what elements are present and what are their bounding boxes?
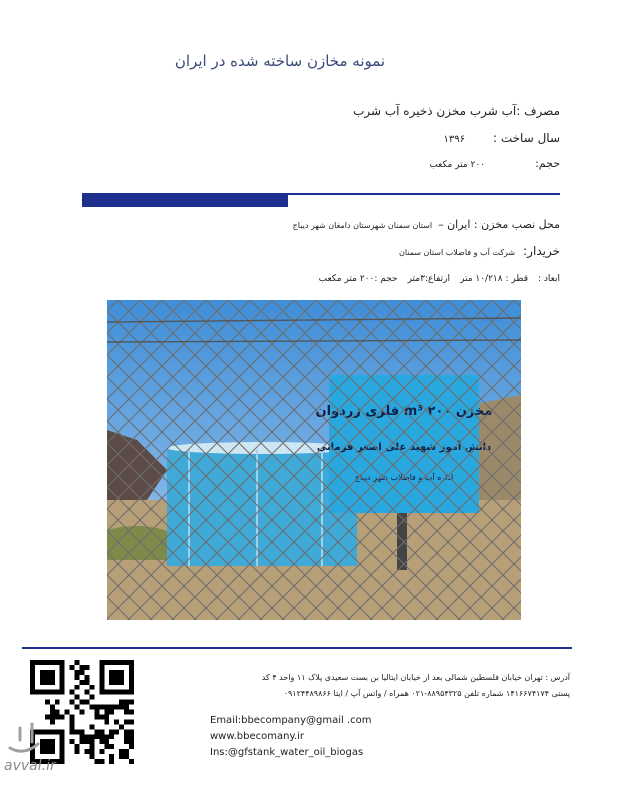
address-block <box>210 670 570 702</box>
address-line-2: پستی ۱۴۱۶۶۷۴۱۷۴ شماره تلفن ۸۸۹۵۴۳۲۵-۰۲۱ همراه / واتس آپ / ایتا ۰۹۱۲۴۴۸۹۸۶۶ <box>283 689 570 698</box>
buyer-row <box>399 244 560 258</box>
volume-value: ۲۰۰ متر مکعب <box>429 160 486 170</box>
usage-text: مصرف :آب شرب مخزن ذخیره آب شرب <box>353 104 560 118</box>
instagram-handle: Ins:@gfstank_water_oil_biogas <box>210 747 364 758</box>
diameter-value: قطر : ۱۰/۲۱۸ متر <box>460 274 528 284</box>
contact-block <box>210 713 372 761</box>
dims-label: ابعاد : <box>538 274 560 284</box>
volume-dim-value: حجم :۲۰۰ متر مکعب <box>318 274 398 284</box>
year-row <box>444 131 561 145</box>
tank-photo <box>107 300 521 620</box>
website-link[interactable]: www.bbecomany.ir <box>210 731 305 742</box>
dimensions-row <box>309 274 560 284</box>
location-label: محل نصب مخزن : ایران – <box>438 218 560 231</box>
year-value: ۱۳۹۶ <box>443 134 465 145</box>
location-row <box>293 218 560 231</box>
email-text: Email:bbecompany@gmail .com <box>210 715 372 726</box>
year-label: سال ساخت : <box>492 131 560 145</box>
volume-label: حجم: <box>535 157 560 170</box>
buyer-label: خریدار: <box>523 244 560 258</box>
watermark-text: avval.ir <box>4 758 56 774</box>
accent-bar <box>82 193 288 207</box>
address-line-1: آدرس : تهران خیابان فلسطین شمالی بعد از خیابان ایتالیا بن بست سعیدی پلاک ۱۱ واحد ۴ کد <box>261 673 570 682</box>
watermark-logo-icon <box>4 718 48 758</box>
divider-bottom <box>22 647 572 649</box>
location-value: استان سمنان شهرستان دامغان شهر دیباج <box>292 221 433 230</box>
chain-link-fence <box>107 300 521 620</box>
height-value: ارتفاع:۳متر <box>407 274 451 284</box>
volume-row <box>429 157 560 170</box>
page-title: نمونه مخازن ساخته شده در ایران <box>174 52 386 70</box>
buyer-value: شرکت آب و فاضلاب استان سمنان <box>398 248 516 257</box>
